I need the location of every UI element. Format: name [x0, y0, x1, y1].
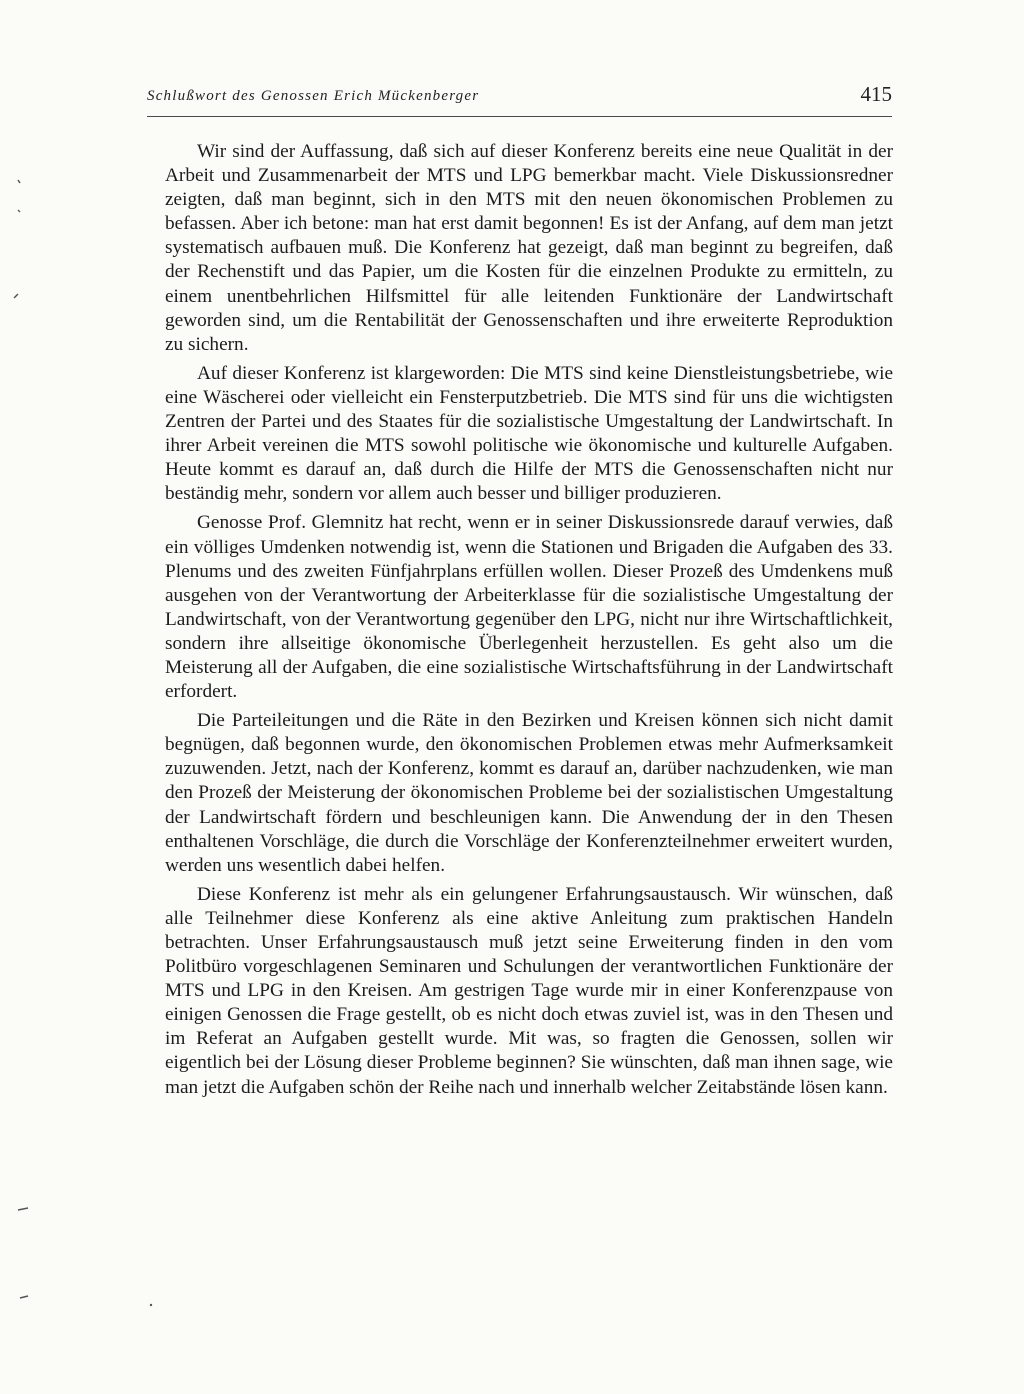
- paragraph-4: Die Parteileitungen und die Räte in den Bezirken und Kreisen können sich nicht damit begnügen, daß begonnen wurde, den ökonomischen Problemen etwas mehr Aufmerksamkeit zuzuwenden. Jetzt, nach der Konferenz, kommt es darauf an, darüber nachzudenken, wie man den Prozeß der Meisterung der ökonomischen Probleme bei der sozialistischen Umgestaltung der Landwirtschaft fördern und beschleunigen kann. Die Anwendung der in den Thesen enthaltenen Vorschläge, die durch die Vorschläge der Konferenzteilnehmer erweitert wurden, werden uns wesentlich dabei helfen.: [165, 710, 893, 876]
- speck: [14, 294, 18, 298]
- paragraph-2: Auf dieser Konferenz ist klargeworden: Die MTS sind keine Dienstleistungsbetriebe, wie eine Wäscherei oder vielleicht ein Fensterputzbetrieb. Die MTS sind für uns die wichtigsten Zentren der Partei und des Staates für die sozialistische Umgestaltung der Landwirtschaft. In ihrer Arbeit vereinen die MTS sowohl politische wie ökonomische und kulturelle Aufgaben. Heute kommt es darauf an, daß durch die Hilfe der MTS die Genossenschaften nicht nur beständig mehr, sondern vor allem auch besser und billiger produzieren.: [165, 362, 893, 505]
- paragraph-1: Wir sind der Auffassung, daß sich auf dieser Konferenz bereits eine neue Qualität in der Arbeit und Zusammenarbeit der MTS und LPG bemerkbar macht. Viele Diskussionsredner zeigten, daß man beginnt, sich in den MTS mit den neuen ökonomischen Problemen zu befassen. Aber ich betone: man hat erst damit begonnen! Es ist der Anfang, auf dem man jetzt systematisch aufbauen muß. Die Konferenz hat gezeigt, daß man beginnt zu begreifen, daß der Rechenstift und das Papier, um die Kosten für die einzelnen Produkte zu ermitteln, zu einem unentbehrlichen Hilfsmittel für alle leitenden Funktionäre der Landwirtschaft geworden sind, um die Rentabilität der Genossenschaften und ihre erweiterte Reproduktion zu sichern.: [165, 141, 893, 355]
- body-text: [165, 140, 893, 1105]
- speck: [150, 1304, 152, 1306]
- running-title: Schlußwort des Genossen Erich Mückenberger: [147, 88, 480, 104]
- paragraph-5: Diese Konferenz ist mehr als ein gelungener Erfahrungsaustausch. Wir wünschen, daß alle Teilnehmer diese Konferenz als eine aktive Anleitung zum praktischen Handeln betrachten. Unser Erfahrungsaustausch muß jetzt seine Erweiterung finden in den vom Politbüro vorgeschlagenen Seminaren und Schulungen der verantwortlichen Funktionäre der MTS und LPG in den Kreisen. Am gestrigen Tage wurde mir in einer Konferenzpause von einigen Genossen die Frage gestellt, ob es nicht doch etwas zuviel ist, was in den Thesen und im Referat an Aufgaben gestellt wurde. Mit was, so fragten die Genossen, sollen wir eigentlich bei der Lösung dieser Probleme beginnen? Sie wünschten, daß man ihnen sage, wie man jetzt die Aufgaben schön der Reihe nach und innerhalb welcher Zeitabstände lösen kann.: [165, 883, 893, 1098]
- page-number: 415: [860, 82, 892, 106]
- speck: [18, 1208, 28, 1210]
- header-rule: [147, 116, 892, 117]
- running-head: [147, 82, 892, 116]
- speck: [18, 210, 20, 212]
- speck: [20, 1296, 28, 1298]
- speck: [18, 180, 20, 183]
- paragraph-3: Genosse Prof. Glemnitz hat recht, wenn er in seiner Diskussionsrede darauf verwies, daß ein völliges Umdenken notwendig ist, wenn die Stationen und Brigaden die Aufgaben des 33. Plenums und des zweiten Fünfjahrplans erfüllen wollen. Dieser Prozeß des Umdenkens muß ausgehen von der Verantwortung der Arbeiterklasse für die sozialistische Umgestaltung der Landwirtschaft, von der Verantwortung gegenüber den LPG, nicht nur ihre Wirtschaftlichkeit, sondern ihre allseitige ökonomische Überlegenheit herzustellen. Es geht also um die Meisterung all der Aufgaben, die eine sozialistische Wirtschaftsführung in der Landwirtschaft erfordert.: [165, 512, 893, 703]
